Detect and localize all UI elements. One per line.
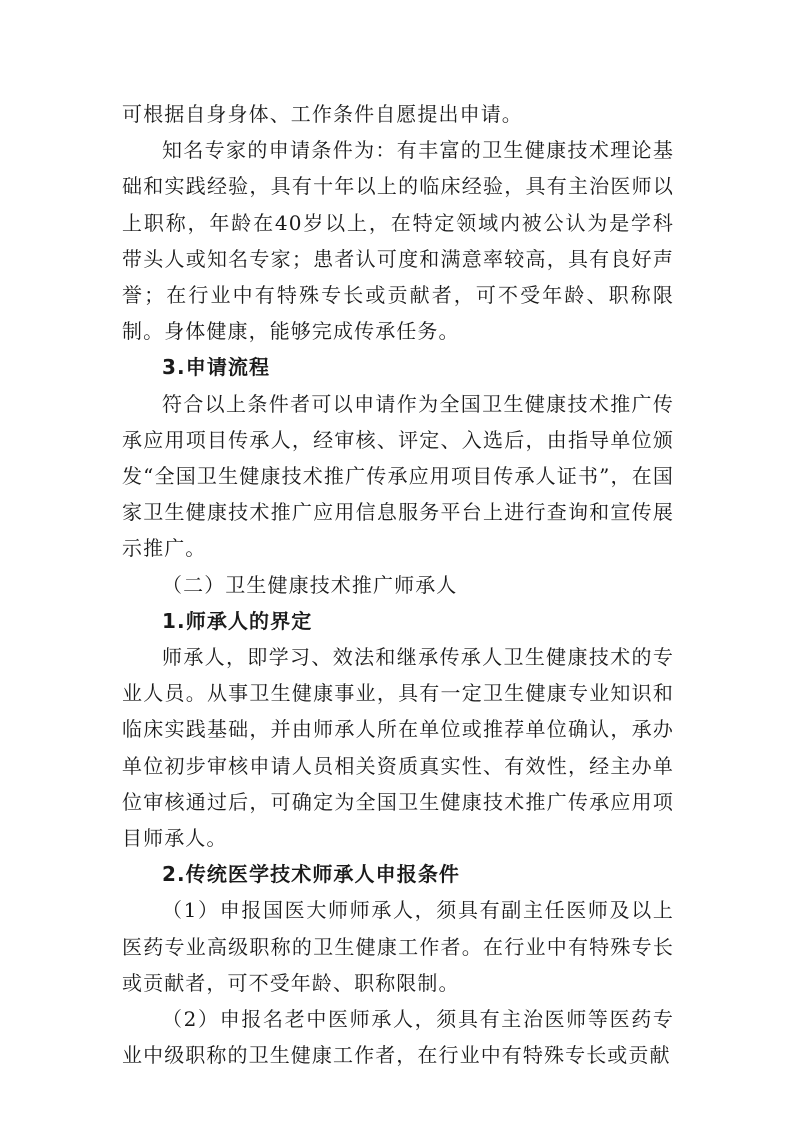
paragraph: （1）申报国医大师师承人，须具有副主任医师及以上医药专业高级职称的卫生健康工作者。在行业中有特殊专长或贡献者，可不受年龄、职称限制。 — [122, 898, 674, 995]
subsection-heading: （二）卫生健康技术推广师承人 — [162, 572, 458, 597]
paragraph: 师承人，即学习、效法和继承传承人卫生健康技术的专业人员。从事卫生健康事业，具有一定卫生健康专业知识和临床实践基础，并由师承人所在单位或推荐单位确认，承办单位初步审核申请人员相关资质真实性、有效性，经主办单位审核通过后，可确定为全国卫生健康技术推广传承应用项目师承人。 — [122, 645, 674, 851]
document-page — [122, 96, 674, 1073]
paragraph: 知名专家的申请条件为：有丰富的卫生健康技术理论基础和实践经验，具有十年以上的临床经验，具有主治医师以上职称，年龄在40岁以上，在特定领域内被公认为是学科带头人或知名专家；患者认可度和满意率较高，具有良好声誉；在行业中有特殊专长或贡献者，可不受年龄、职称限制。身体健康，能够完成传承任务。 — [122, 138, 674, 344]
paragraph: 可根据自身身体、工作条件自愿提出申请。 — [122, 102, 523, 126]
section-heading: 3.申请流程 — [162, 355, 271, 380]
section-heading: 1.师承人的界定 — [162, 608, 313, 633]
paragraph: （2）申报名老中医师承人，须具有主治医师等医药专业中级职称的卫生健康工作者，在行业中有特殊专长或贡献 — [122, 1007, 674, 1068]
paragraph: 符合以上条件者可以申请作为全国卫生健康技术推广传承应用项目传承人，经审核、评定、入选后，由指导单位颁发“全国卫生健康技术推广传承应用项目传承人证书”，在国家卫生健康技术推广应用信息服务平台上进行查询和宣传展示推广。 — [122, 391, 674, 561]
section-heading: 2.传统医学技术师承人申报条件 — [162, 862, 461, 887]
